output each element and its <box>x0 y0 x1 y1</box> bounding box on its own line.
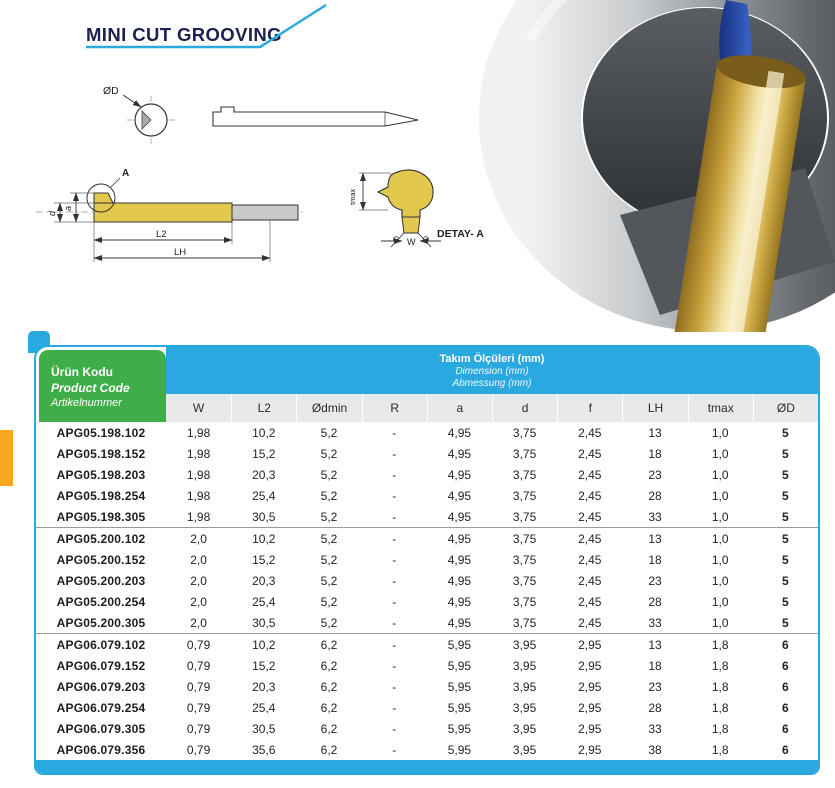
value-cell: 3,75 <box>512 573 537 588</box>
value-cell: - <box>392 509 397 524</box>
column-header-ød: ØD <box>753 394 818 422</box>
column-header-ødmin: Ødmin <box>296 394 361 422</box>
dim-d-label: d <box>47 210 57 216</box>
value-cell: 15,2 <box>252 552 276 567</box>
value-cell: 2,95 <box>578 721 602 736</box>
value-cell: 1,0 <box>711 531 729 546</box>
product-code-cell: APG05.200.305 <box>56 615 146 630</box>
value-cell: - <box>392 552 397 567</box>
table-row <box>36 570 818 591</box>
value-cell: 1,8 <box>711 658 729 673</box>
dimensions-header-area <box>166 347 818 422</box>
value-cell: 2,0 <box>190 615 207 630</box>
dim-header-de: Abmessung (mm) <box>452 377 532 389</box>
value-cell: 13 <box>648 425 662 440</box>
product-code-cell: APG06.079.254 <box>56 700 146 715</box>
value-cell: 5,2 <box>320 615 338 630</box>
product-code-cell: APG05.200.152 <box>56 552 146 567</box>
product-code-cell: APG05.198.254 <box>56 488 146 503</box>
product-code-cell: APG06.079.305 <box>56 721 146 736</box>
product-code-cell: APG06.079.356 <box>56 742 146 757</box>
product-code-cell: APG05.200.203 <box>56 573 146 588</box>
value-cell: 5 <box>782 615 789 630</box>
title-underline-decoration <box>80 0 350 56</box>
value-cell: 0,79 <box>186 658 211 673</box>
product-code-cell: APG05.200.254 <box>56 594 146 609</box>
value-cell: - <box>392 679 397 694</box>
cutting-head <box>94 193 113 203</box>
value-cell: - <box>392 573 397 588</box>
value-cell: 5,95 <box>447 742 472 757</box>
dim-l2-label: L2 <box>156 229 167 240</box>
table-row <box>36 443 818 464</box>
product-table <box>34 345 820 775</box>
value-cell: 0,79 <box>186 679 211 694</box>
product-code-cell: APG05.198.102 <box>56 425 146 440</box>
value-cell: 5,2 <box>320 531 338 546</box>
table-row <box>36 464 818 485</box>
value-cell: 3,75 <box>512 594 537 609</box>
value-cell: 2,45 <box>578 594 602 609</box>
page-edge-tab <box>0 430 13 486</box>
value-cell: 3,95 <box>512 637 537 652</box>
value-cell: 1,8 <box>711 679 729 694</box>
product-code-header <box>39 350 166 422</box>
value-cell: 28 <box>648 700 662 715</box>
value-cell: 1,0 <box>711 615 729 630</box>
value-cell: 1,8 <box>711 700 729 715</box>
value-cell: 2,45 <box>578 446 602 461</box>
top-view-bar <box>213 107 418 126</box>
product-code-cell: APG06.079.152 <box>56 658 146 673</box>
value-cell: 1,0 <box>711 467 729 482</box>
side-view-drawing <box>30 160 310 278</box>
value-cell: 3,75 <box>512 488 537 503</box>
value-cell: 5,2 <box>320 509 338 524</box>
value-cell: 2,95 <box>578 700 602 715</box>
value-cell: 4,95 <box>447 467 472 482</box>
value-cell: - <box>392 425 397 440</box>
value-cell: 4,95 <box>447 552 472 567</box>
value-cell: 3,75 <box>512 615 537 630</box>
tool-shank <box>94 203 232 222</box>
column-header-row <box>166 394 818 422</box>
value-cell: 23 <box>648 679 662 694</box>
value-cell: 2,45 <box>578 425 602 440</box>
value-cell: 2,95 <box>578 742 602 757</box>
dim-tmax-label: tmax <box>348 188 357 205</box>
value-cell: 1,0 <box>711 425 729 440</box>
value-cell: 2,45 <box>578 573 602 588</box>
value-cell: - <box>392 531 397 546</box>
value-cell: 35,6 <box>252 742 276 757</box>
product-code-cell: APG05.198.203 <box>56 467 146 482</box>
value-cell: 10,2 <box>252 637 276 652</box>
code-header-tr: Ürün Kodu <box>51 365 113 379</box>
value-cell: 5,2 <box>320 594 338 609</box>
value-cell: 10,2 <box>252 425 276 440</box>
table-row <box>36 739 818 760</box>
value-cell: 0,79 <box>186 721 211 736</box>
value-cell: 3,95 <box>512 700 537 715</box>
value-cell: 33 <box>648 615 662 630</box>
value-cell: 25,4 <box>252 700 276 715</box>
value-cell: 6 <box>782 658 789 673</box>
value-cell: 23 <box>648 467 662 482</box>
value-cell: 18 <box>648 658 662 673</box>
table-row <box>36 549 818 570</box>
value-cell: 5 <box>782 488 789 503</box>
value-cell: 5,2 <box>320 446 338 461</box>
product-code-cell: APG05.198.305 <box>56 509 146 524</box>
column-header-f: f <box>557 394 622 422</box>
value-cell: 33 <box>648 509 662 524</box>
value-cell: 6 <box>782 700 789 715</box>
column-header-l2: L2 <box>231 394 296 422</box>
column-header-r: R <box>362 394 427 422</box>
value-cell: 5 <box>782 425 789 440</box>
value-cell: 5,2 <box>320 488 338 503</box>
value-cell: 2,45 <box>578 552 602 567</box>
value-cell: 5 <box>782 552 789 567</box>
value-cell: 25,4 <box>252 488 276 503</box>
value-cell: 5 <box>782 446 789 461</box>
value-cell: 4,95 <box>447 488 472 503</box>
table-row <box>36 655 818 676</box>
value-cell: 5,95 <box>447 679 472 694</box>
detail-marker-label: A <box>122 168 130 179</box>
dim-a-label: a <box>63 205 73 211</box>
value-cell: 5,2 <box>320 573 338 588</box>
value-cell: 4,95 <box>447 573 472 588</box>
value-cell: 1,0 <box>711 509 729 524</box>
value-cell: 2,0 <box>190 573 207 588</box>
value-cell: 1,98 <box>186 467 211 482</box>
value-cell: 5 <box>782 531 789 546</box>
value-cell: 5 <box>782 509 789 524</box>
value-cell: 28 <box>648 488 662 503</box>
value-cell: 30,5 <box>252 615 276 630</box>
code-header-en: Product Code <box>51 381 130 395</box>
value-cell: 28 <box>648 594 662 609</box>
value-cell: 10,2 <box>252 531 276 546</box>
table-row <box>36 676 818 697</box>
value-cell: 3,75 <box>512 509 537 524</box>
value-cell: 1,98 <box>186 446 211 461</box>
value-cell: 1,8 <box>711 637 729 652</box>
tool-holder <box>232 205 298 220</box>
value-cell: 6,2 <box>320 679 338 694</box>
value-cell: 2,0 <box>190 531 207 546</box>
value-cell: 5,95 <box>447 721 472 736</box>
table-body <box>36 422 818 760</box>
value-cell: 2,45 <box>578 509 602 524</box>
value-cell: 13 <box>648 637 662 652</box>
value-cell: 3,95 <box>512 742 537 757</box>
value-cell: - <box>392 700 397 715</box>
table-row <box>36 697 818 718</box>
value-cell: 1,0 <box>711 446 729 461</box>
value-cell: 5,95 <box>447 658 472 673</box>
value-cell: 2,45 <box>578 615 602 630</box>
value-cell: - <box>392 637 397 652</box>
value-cell: 2,45 <box>578 488 602 503</box>
value-cell: 6,2 <box>320 637 338 652</box>
value-cell: 2,95 <box>578 679 602 694</box>
value-cell: 3,95 <box>512 721 537 736</box>
value-cell: 25,4 <box>252 594 276 609</box>
value-cell: 6,2 <box>320 658 338 673</box>
value-cell: - <box>392 615 397 630</box>
value-cell: 1,98 <box>186 488 211 503</box>
value-cell: 3,75 <box>512 531 537 546</box>
value-cell: 1,0 <box>711 552 729 567</box>
tool-3d-render <box>470 0 835 332</box>
value-cell: 5,2 <box>320 467 338 482</box>
value-cell: 6,2 <box>320 700 338 715</box>
value-cell: 23 <box>648 573 662 588</box>
product-code-cell: APG05.200.102 <box>56 531 146 546</box>
value-cell: 1,98 <box>186 425 211 440</box>
value-cell: 5,95 <box>447 700 472 715</box>
value-cell: 2,45 <box>578 467 602 482</box>
value-cell: 2,95 <box>578 637 602 652</box>
table-row <box>36 506 818 527</box>
value-cell: 3,95 <box>512 679 537 694</box>
value-cell: - <box>392 467 397 482</box>
dimensions-header <box>166 347 818 394</box>
value-cell: 2,0 <box>190 594 207 609</box>
column-header-lh: LH <box>622 394 687 422</box>
value-cell: 15,2 <box>252 446 276 461</box>
value-cell: 33 <box>648 721 662 736</box>
value-cell: 18 <box>648 552 662 567</box>
value-cell: 6 <box>782 742 789 757</box>
value-cell: 5 <box>782 573 789 588</box>
page-title: MINI CUT GROOVING <box>86 24 282 45</box>
value-cell: 3,75 <box>512 425 537 440</box>
value-cell: 5 <box>782 594 789 609</box>
value-cell: 6 <box>782 637 789 652</box>
dim-w-label: W <box>407 237 416 247</box>
table-row <box>36 527 818 549</box>
product-code-cell: APG05.198.152 <box>56 446 146 461</box>
front-top-view-drawing <box>95 80 425 152</box>
dim-header-tr: Takım Ölçüleri (mm) <box>439 352 545 365</box>
table-row <box>36 612 818 633</box>
value-cell: - <box>392 488 397 503</box>
value-cell: 0,79 <box>186 700 211 715</box>
product-code-cell: APG06.079.102 <box>56 637 146 652</box>
value-cell: 3,75 <box>512 446 537 461</box>
value-cell: 1,0 <box>711 488 729 503</box>
value-cell: 1,98 <box>186 509 211 524</box>
value-cell: 6,2 <box>320 742 338 757</box>
value-cell: 20,3 <box>252 573 276 588</box>
value-cell: 20,3 <box>252 467 276 482</box>
value-cell: 4,95 <box>447 531 472 546</box>
value-cell: 38 <box>648 742 662 757</box>
column-header-d: d <box>492 394 557 422</box>
code-header-de: Artikelnummer <box>51 397 122 409</box>
value-cell: 0,79 <box>186 637 211 652</box>
table-row <box>36 633 818 655</box>
value-cell: 20,3 <box>252 679 276 694</box>
value-cell: 3,75 <box>512 552 537 567</box>
value-cell: 4,95 <box>447 425 472 440</box>
value-cell: 5,95 <box>447 637 472 652</box>
value-cell: 0,79 <box>186 742 211 757</box>
value-cell: 30,5 <box>252 721 276 736</box>
dim-lh-label: LH <box>174 247 187 258</box>
table-row <box>36 591 818 612</box>
table-row <box>36 422 818 443</box>
value-cell: 5 <box>782 467 789 482</box>
value-cell: 3,95 <box>512 658 537 673</box>
value-cell: - <box>392 446 397 461</box>
value-cell: 30,5 <box>252 509 276 524</box>
value-cell: 2,45 <box>578 531 602 546</box>
detail-title: DETAY- A <box>437 228 484 240</box>
value-cell: 4,95 <box>447 615 472 630</box>
value-cell: 6,2 <box>320 721 338 736</box>
value-cell: - <box>392 721 397 736</box>
table-row <box>36 718 818 739</box>
od-dim-label: ØD <box>103 85 119 97</box>
value-cell: 4,95 <box>447 446 472 461</box>
value-cell: 3,75 <box>512 467 537 482</box>
value-cell: 4,95 <box>447 594 472 609</box>
value-cell: 4,95 <box>447 509 472 524</box>
value-cell: 1,8 <box>711 742 729 757</box>
value-cell: 1,0 <box>711 594 729 609</box>
value-cell: - <box>392 742 397 757</box>
value-cell: - <box>392 658 397 673</box>
column-header-tmax: tmax <box>688 394 753 422</box>
value-cell: 6 <box>782 679 789 694</box>
value-cell: 18 <box>648 446 662 461</box>
product-code-cell: APG06.079.203 <box>56 679 146 694</box>
dim-header-en: Dimension (mm) <box>455 365 529 377</box>
value-cell: 5,2 <box>320 425 338 440</box>
value-cell: 2,95 <box>578 658 602 673</box>
table-footer <box>36 760 818 773</box>
value-cell: - <box>392 594 397 609</box>
value-cell: 6 <box>782 721 789 736</box>
table-row <box>36 485 818 506</box>
value-cell: 2,0 <box>190 552 207 567</box>
value-cell: 13 <box>648 531 662 546</box>
value-cell: 5,2 <box>320 552 338 567</box>
table-header <box>36 347 818 422</box>
value-cell: 1,8 <box>711 721 729 736</box>
column-header-w: W <box>192 401 205 415</box>
value-cell: 15,2 <box>252 658 276 673</box>
value-cell: 1,0 <box>711 573 729 588</box>
column-header-a: a <box>427 394 492 422</box>
